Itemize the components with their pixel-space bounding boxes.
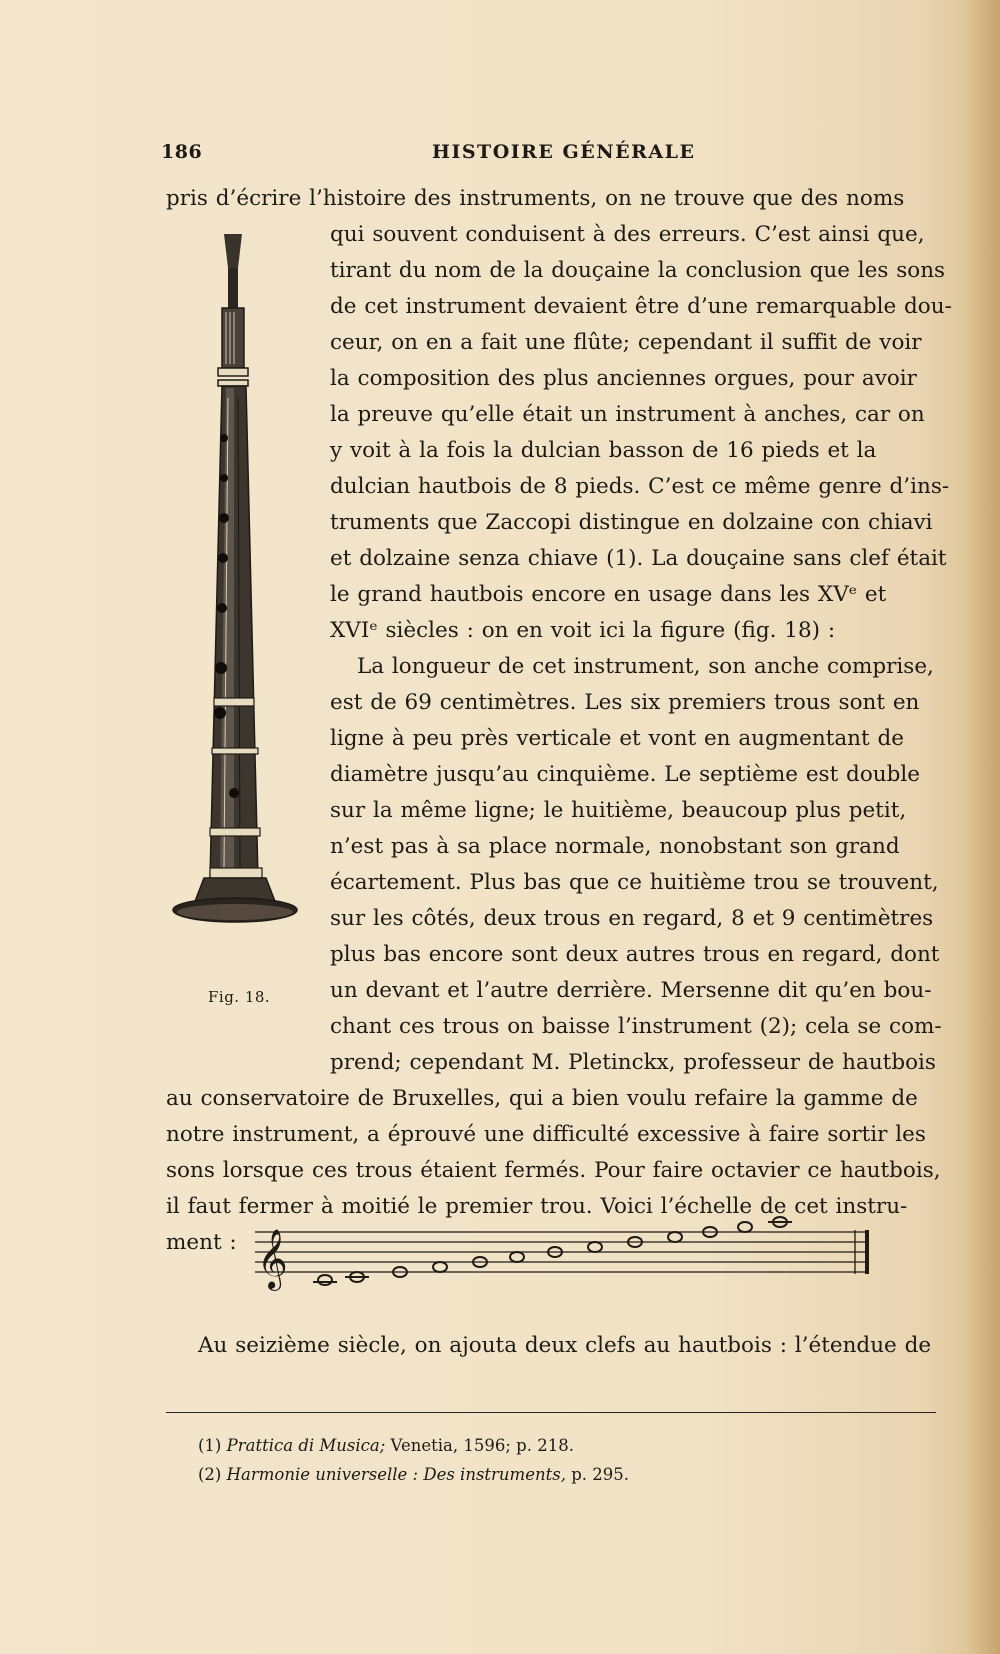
body-line: la composition des plus anciennes orgues, pour avoir (330, 366, 917, 391)
footnote-text: p. 295. (565, 1465, 629, 1484)
body-line: la preuve qu’elle était un instrument à anches, car on (330, 402, 925, 427)
body-line: notre instrument, a éprouvé une difficulté excessive à faire sortir les (166, 1122, 926, 1147)
body-line: de cet instrument devaient être d’une remarquable dou- (330, 294, 952, 319)
body-line: n’est pas à sa place normale, nonobstant son grand (330, 834, 900, 859)
music-staff-image (255, 1212, 875, 1302)
footnote-rule (166, 1412, 936, 1413)
body-line: est de 69 centimètres. Les six premiers trous sont en (330, 690, 920, 715)
footnote-1 (198, 1436, 574, 1455)
body-line: truments que Zaccopi distingue en dolzaine con chiavi (330, 510, 933, 535)
body-line: sur la même ligne; le huitième, beaucoup plus petit, (330, 798, 907, 823)
body-line: diamètre jusqu’au cinquième. Le septième est double (330, 762, 920, 787)
body-line: un devant et l’autre derrière. Mersenne dit qu’en bou- (330, 978, 932, 1003)
body-line: écartement. Plus bas que ce huitième trou se trouvent, (330, 870, 939, 895)
running-head: HISTOIRE GÉNÉRALE (432, 141, 696, 163)
body-line: dulcian hautbois de 8 pieds. C’est ce même genre d’ins- (330, 474, 950, 499)
body-line: ligne à peu près verticale et vont en augmentant de (330, 726, 904, 751)
footnote-marker: (1) (198, 1436, 222, 1455)
body-line: prend; cependant M. Pletinckx, professeur de hautbois (330, 1050, 936, 1075)
body-line: tirant du nom de la douçaine la conclusion que les sons (330, 258, 946, 283)
svg-text:𝄞: 𝄞 (257, 1229, 288, 1289)
body-line: il faut fermer à moitié le premier trou. Voici l’échelle de cet instru- (166, 1194, 908, 1219)
body-line: y voit à la fois la dulcian basson de 16 pieds et la (330, 438, 877, 463)
footnote-title: Prattica di Musica; (226, 1436, 386, 1455)
body-line: au conservatoire de Bruxelles, qui a bien voulu refaire la gamme de (166, 1086, 918, 1111)
body-line: La longueur de cet instrument, son anche comprise, (357, 654, 934, 679)
body-line: plus bas encore sont deux autres trous en regard, dont (330, 942, 940, 967)
body-line: ceur, on en a fait une flûte; cependant il suffit de voir (330, 330, 922, 355)
page-number: 186 (161, 141, 203, 163)
body-line: le grand hautbois encore en usage dans les XVᵉ et (330, 582, 887, 607)
body-line: sons lorsque ces trous étaient fermés. Pour faire octavier ce hautbois, (166, 1158, 941, 1183)
figure-caption: Fig. 18. (208, 988, 271, 1006)
page-edge-shadow (966, 0, 1000, 1654)
body-line: Au seizième siècle, on ajouta deux clefs au hautbois : l’étendue de (198, 1333, 932, 1358)
body-line: ment : (166, 1230, 237, 1255)
body-line: pris d’écrire l’histoire des instruments, on ne trouve que des noms (166, 186, 905, 211)
footnote-text: Venetia, 1596; p. 218. (385, 1436, 574, 1455)
body-line: qui souvent conduisent à des erreurs. C’est ainsi que, (330, 222, 925, 247)
footnote-2 (198, 1465, 629, 1484)
body-line: et dolzaine senza chiave (1). La douçaine sans clef était (330, 546, 947, 571)
body-line: sur les côtés, deux trous en regard, 8 et 9 centimètres (330, 906, 934, 931)
oboe-figure-image (168, 228, 308, 988)
body-line: XVIᵉ siècles : on en voit ici la figure (fig. 18) : (330, 618, 836, 643)
footnote-title: Harmonie universelle : Des instruments, (226, 1465, 566, 1484)
body-line: chant ces trous on baisse l’instrument (2); cela se com- (330, 1014, 942, 1039)
footnote-marker: (2) (198, 1465, 222, 1484)
